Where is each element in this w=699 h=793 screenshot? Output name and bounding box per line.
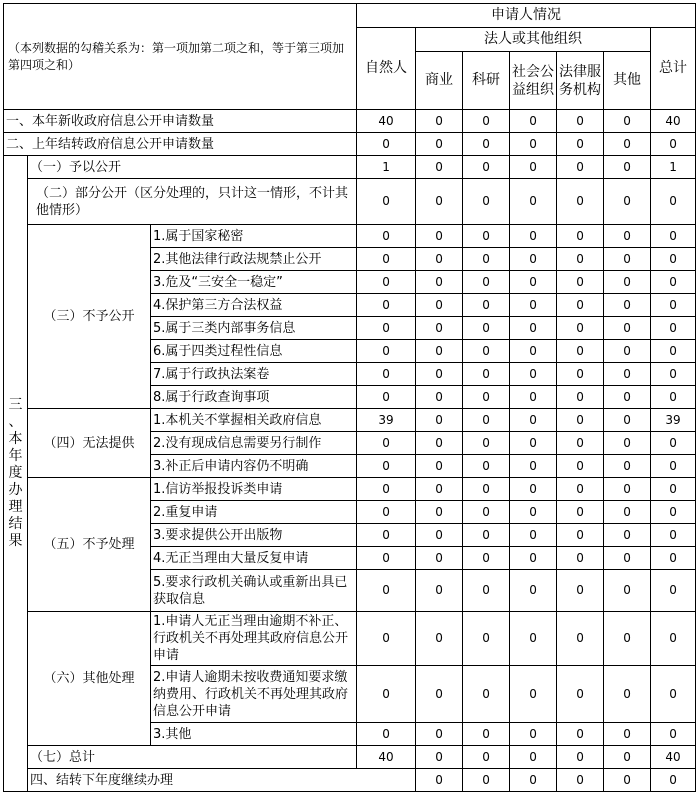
group-label: （五）不予处理 — [28, 478, 151, 612]
cell-value: 0 — [416, 524, 463, 547]
cell-value: 0 — [416, 271, 463, 294]
cell-value: 0 — [604, 666, 651, 723]
cell-value: 0 — [416, 248, 463, 271]
cell-value: 0 — [557, 386, 604, 409]
gov-info-disclosure-table — [3, 3, 696, 792]
cell-value: 0 — [604, 455, 651, 478]
cell-value: 0 — [604, 746, 651, 769]
cell-value: 0 — [357, 547, 416, 570]
header-total: 总计 — [651, 28, 696, 110]
cell-value: 0 — [463, 409, 510, 432]
cell-value: 0 — [463, 156, 510, 179]
cell-value: 0 — [510, 271, 557, 294]
cell-value: 0 — [557, 612, 604, 666]
cell-value: 0 — [510, 723, 557, 746]
table-row — [4, 156, 696, 179]
cell-value: 0 — [357, 455, 416, 478]
cell-value: 0 — [604, 133, 651, 156]
cell-value: 0 — [357, 524, 416, 547]
cell-value: 0 — [604, 723, 651, 746]
cell-value: 0 — [557, 547, 604, 570]
cell-value: 0 — [557, 723, 604, 746]
cell-value: 0 — [416, 769, 463, 792]
header-legal-service: 法律服务机构 — [557, 52, 604, 110]
cell-value: 0 — [557, 432, 604, 455]
cell-value: 0 — [510, 455, 557, 478]
cell-value: 0 — [357, 363, 416, 386]
cell-value: 0 — [357, 248, 416, 271]
header-applicant: 申请人情况 — [357, 4, 696, 28]
cell-value: 0 — [510, 409, 557, 432]
cell-value: 0 — [463, 110, 510, 133]
item-label: 4.保护第三方合法权益 — [151, 294, 357, 317]
cell-value: 0 — [416, 455, 463, 478]
cell-value: 0 — [557, 317, 604, 340]
cell-value: 40 — [357, 746, 416, 769]
cell-value: 0 — [463, 340, 510, 363]
cell-value: 0 — [463, 501, 510, 524]
cell-value: 0 — [357, 294, 416, 317]
cell-value: 0 — [510, 110, 557, 133]
cell-value: 0 — [604, 501, 651, 524]
group-label: （六）其他处理 — [28, 612, 151, 746]
cell-value: 0 — [604, 769, 651, 792]
cell-value: 0 — [557, 455, 604, 478]
cell-value: 0 — [651, 524, 696, 547]
cell-value: 0 — [463, 179, 510, 225]
cell-value: 0 — [463, 317, 510, 340]
cell-value: 0 — [651, 179, 696, 225]
item-label: 4.无正当理由大量反复申请 — [151, 547, 357, 570]
table-row — [4, 133, 696, 156]
cell-value: 0 — [463, 225, 510, 248]
cell-value: 0 — [604, 156, 651, 179]
cell-value: 0 — [510, 524, 557, 547]
cell-value: 0 — [557, 179, 604, 225]
cell-value: 0 — [651, 317, 696, 340]
cell-value: 0 — [510, 156, 557, 179]
cell-value: 0 — [557, 110, 604, 133]
table-row — [4, 179, 696, 225]
cell-value: 0 — [463, 294, 510, 317]
cell-value: 0 — [510, 340, 557, 363]
cell-value: 0 — [651, 547, 696, 570]
cell-value: 1 — [357, 156, 416, 179]
item-label: 2.没有现成信息需要另行制作 — [151, 432, 357, 455]
cell-value: 0 — [604, 547, 651, 570]
cell-value: 0 — [651, 478, 696, 501]
header-row-1 — [4, 4, 696, 28]
cell-value: 0 — [463, 524, 510, 547]
cell-value: 0 — [510, 746, 557, 769]
cell-value: 0 — [463, 271, 510, 294]
cell-value: 0 — [416, 225, 463, 248]
cell-value: 39 — [357, 409, 416, 432]
cell-value: 0 — [510, 769, 557, 792]
header-commercial: 商业 — [416, 52, 463, 110]
cell-value: 0 — [357, 133, 416, 156]
item-label: 5.要求行政机关确认或重新出具已获取信息 — [151, 570, 357, 612]
item-label: 3.其他 — [151, 723, 357, 746]
cell-value: 0 — [416, 432, 463, 455]
header-legal-group: 法人或其他组织 — [416, 28, 651, 52]
cell-value: 40 — [357, 110, 416, 133]
cell-value: 0 — [510, 317, 557, 340]
cell-value: 0 — [604, 478, 651, 501]
cell-value: 39 — [651, 409, 696, 432]
cell-value: 0 — [557, 225, 604, 248]
cell-value: 0 — [416, 478, 463, 501]
cell-value: 0 — [416, 386, 463, 409]
cell-value: 0 — [416, 501, 463, 524]
cell-value: 0 — [416, 340, 463, 363]
cell-value: 0 — [651, 501, 696, 524]
cell-value: 0 — [357, 225, 416, 248]
group-label: （三）不予公开 — [28, 225, 151, 409]
item-label: 3.危及“三安全一稳定” — [151, 271, 357, 294]
cell-value: 0 — [557, 746, 604, 769]
cell-value: 0 — [604, 271, 651, 294]
row-label: （一）予以公开 — [28, 156, 357, 179]
row-label: （七）总计 — [28, 746, 357, 769]
table-row — [4, 110, 696, 133]
cell-value: 0 — [651, 570, 696, 612]
cell-value: 0 — [416, 317, 463, 340]
item-label: 2.申请人逾期未按收费通知要求缴纳费用、行政机关不再处理其政府信息公开申请 — [151, 666, 357, 723]
cell-value: 0 — [651, 271, 696, 294]
cell-value: 0 — [463, 666, 510, 723]
item-label: 3.补正后申请内容仍不明确 — [151, 455, 357, 478]
cell-value: 0 — [604, 432, 651, 455]
cell-value: 0 — [510, 179, 557, 225]
cell-value: 0 — [604, 225, 651, 248]
cell-value: 0 — [604, 340, 651, 363]
cell-value: 0 — [651, 612, 696, 666]
cell-value: 0 — [357, 501, 416, 524]
cell-value: 0 — [416, 746, 463, 769]
cell-value: 0 — [357, 340, 416, 363]
cell-value: 0 — [357, 432, 416, 455]
cell-value: 0 — [510, 363, 557, 386]
cell-value: 0 — [604, 248, 651, 271]
header-research: 科研 — [463, 52, 510, 110]
cell-value: 0 — [604, 570, 651, 612]
item-label: 8.属于行政查询事项 — [151, 386, 357, 409]
cell-value: 0 — [463, 432, 510, 455]
cell-value: 0 — [651, 294, 696, 317]
cell-value: 0 — [604, 110, 651, 133]
cell-value: 0 — [357, 179, 416, 225]
header-other: 其他 — [604, 52, 651, 110]
cell-value: 0 — [510, 248, 557, 271]
cell-value: 0 — [357, 666, 416, 723]
cell-value: 0 — [416, 547, 463, 570]
cell-value: 0 — [463, 478, 510, 501]
item-label: 1.本机关不掌握相关政府信息 — [151, 409, 357, 432]
item-label: 3.要求提供公开出版物 — [151, 524, 357, 547]
cell-value: 0 — [463, 455, 510, 478]
table-row — [4, 409, 696, 432]
cell-value: 0 — [463, 386, 510, 409]
cell-value: 0 — [357, 478, 416, 501]
cell-value: 0 — [510, 501, 557, 524]
item-label: 7.属于行政执法案卷 — [151, 363, 357, 386]
cell-value: 40 — [651, 110, 696, 133]
cell-value: 0 — [463, 746, 510, 769]
cell-value: 0 — [357, 386, 416, 409]
cell-value: 0 — [357, 317, 416, 340]
cell-value: 0 — [510, 666, 557, 723]
cell-value: 0 — [416, 409, 463, 432]
cell-value: 0 — [651, 386, 696, 409]
cell-value: 0 — [463, 133, 510, 156]
cell-value: 0 — [416, 156, 463, 179]
cell-value: 0 — [463, 248, 510, 271]
cell-value: 0 — [651, 363, 696, 386]
cell-value: 0 — [651, 769, 696, 792]
cell-value: 0 — [557, 156, 604, 179]
item-label: 1.申请人无正当理由逾期不补正、行政机关不再处理其政府信息公开申请 — [151, 612, 357, 666]
cell-value: 0 — [651, 666, 696, 723]
cell-value: 0 — [416, 666, 463, 723]
cell-value: 0 — [357, 271, 416, 294]
cell-value: 0 — [510, 225, 557, 248]
item-label: 1.信访举报投诉类申请 — [151, 478, 357, 501]
table-row — [4, 478, 696, 501]
header-note: （本列数据的勾稽关系为：第一项加第二项之和，等于第三项加第四项之和） — [4, 4, 357, 110]
cell-value: 0 — [463, 363, 510, 386]
cell-value: 0 — [651, 432, 696, 455]
cell-value: 0 — [510, 432, 557, 455]
header-natural-person: 自然人 — [357, 28, 416, 110]
item-label: 6.属于四类过程性信息 — [151, 340, 357, 363]
cell-value: 0 — [510, 570, 557, 612]
row-label: 一、本年新收政府信息公开申请数量 — [4, 110, 357, 133]
row-label: （二）部分公开（区分处理的，只计这一情形，不计其他情形） — [28, 179, 357, 225]
cell-value: 0 — [557, 271, 604, 294]
cell-value: 0 — [357, 570, 416, 612]
cell-value: 0 — [557, 524, 604, 547]
cell-value: 0 — [604, 386, 651, 409]
row-label: 二、上年结转政府信息公开申请数量 — [4, 133, 357, 156]
section-3-label: 三 、 本 年 度 办 理 结 果 — [4, 156, 28, 792]
row-label: 四、结转下年度继续办理 — [28, 769, 416, 792]
cell-value: 0 — [357, 723, 416, 746]
item-label: 2.重复申请 — [151, 501, 357, 524]
cell-value: 0 — [557, 769, 604, 792]
cell-value: 0 — [357, 612, 416, 666]
cell-value: 0 — [510, 386, 557, 409]
cell-value: 0 — [510, 612, 557, 666]
cell-value: 0 — [510, 133, 557, 156]
cell-value: 0 — [416, 110, 463, 133]
cell-value: 0 — [416, 294, 463, 317]
cell-value: 0 — [604, 409, 651, 432]
cell-value: 0 — [604, 179, 651, 225]
cell-value: 0 — [463, 570, 510, 612]
cell-value: 0 — [463, 547, 510, 570]
table-row — [4, 612, 696, 666]
cell-value: 0 — [557, 294, 604, 317]
cell-value: 0 — [463, 769, 510, 792]
cell-value: 0 — [604, 524, 651, 547]
cell-value: 0 — [416, 723, 463, 746]
cell-value: 0 — [557, 501, 604, 524]
cell-value: 0 — [651, 340, 696, 363]
cell-value: 0 — [651, 248, 696, 271]
cell-value: 0 — [557, 340, 604, 363]
table-row — [4, 746, 696, 769]
group-label: （四）无法提供 — [28, 409, 151, 478]
item-label: 1.属于国家秘密 — [151, 225, 357, 248]
cell-value: 0 — [651, 455, 696, 478]
cell-value: 0 — [463, 612, 510, 666]
cell-value: 0 — [416, 363, 463, 386]
cell-value: 40 — [651, 746, 696, 769]
cell-value: 0 — [557, 409, 604, 432]
item-label: 2.其他法律行政法规禁止公开 — [151, 248, 357, 271]
cell-value: 0 — [604, 294, 651, 317]
cell-value: 0 — [416, 133, 463, 156]
cell-value: 0 — [604, 317, 651, 340]
cell-value: 0 — [463, 723, 510, 746]
cell-value: 0 — [604, 363, 651, 386]
cell-value: 0 — [557, 133, 604, 156]
cell-value: 0 — [651, 225, 696, 248]
cell-value: 0 — [604, 612, 651, 666]
cell-value: 0 — [416, 570, 463, 612]
cell-value: 0 — [510, 294, 557, 317]
cell-value: 0 — [557, 570, 604, 612]
table-row — [4, 225, 696, 248]
cell-value: 0 — [416, 179, 463, 225]
cell-value: 0 — [557, 666, 604, 723]
item-label: 5.属于三类内部事务信息 — [151, 317, 357, 340]
cell-value: 1 — [651, 156, 696, 179]
table-row — [4, 769, 696, 792]
cell-value: 0 — [557, 248, 604, 271]
cell-value: 0 — [557, 478, 604, 501]
cell-value: 0 — [557, 363, 604, 386]
cell-value: 0 — [416, 612, 463, 666]
header-social-org: 社会公益组织 — [510, 52, 557, 110]
cell-value: 0 — [510, 547, 557, 570]
cell-value: 0 — [510, 478, 557, 501]
cell-value: 0 — [651, 133, 696, 156]
table-body — [4, 4, 696, 792]
cell-value: 0 — [651, 723, 696, 746]
